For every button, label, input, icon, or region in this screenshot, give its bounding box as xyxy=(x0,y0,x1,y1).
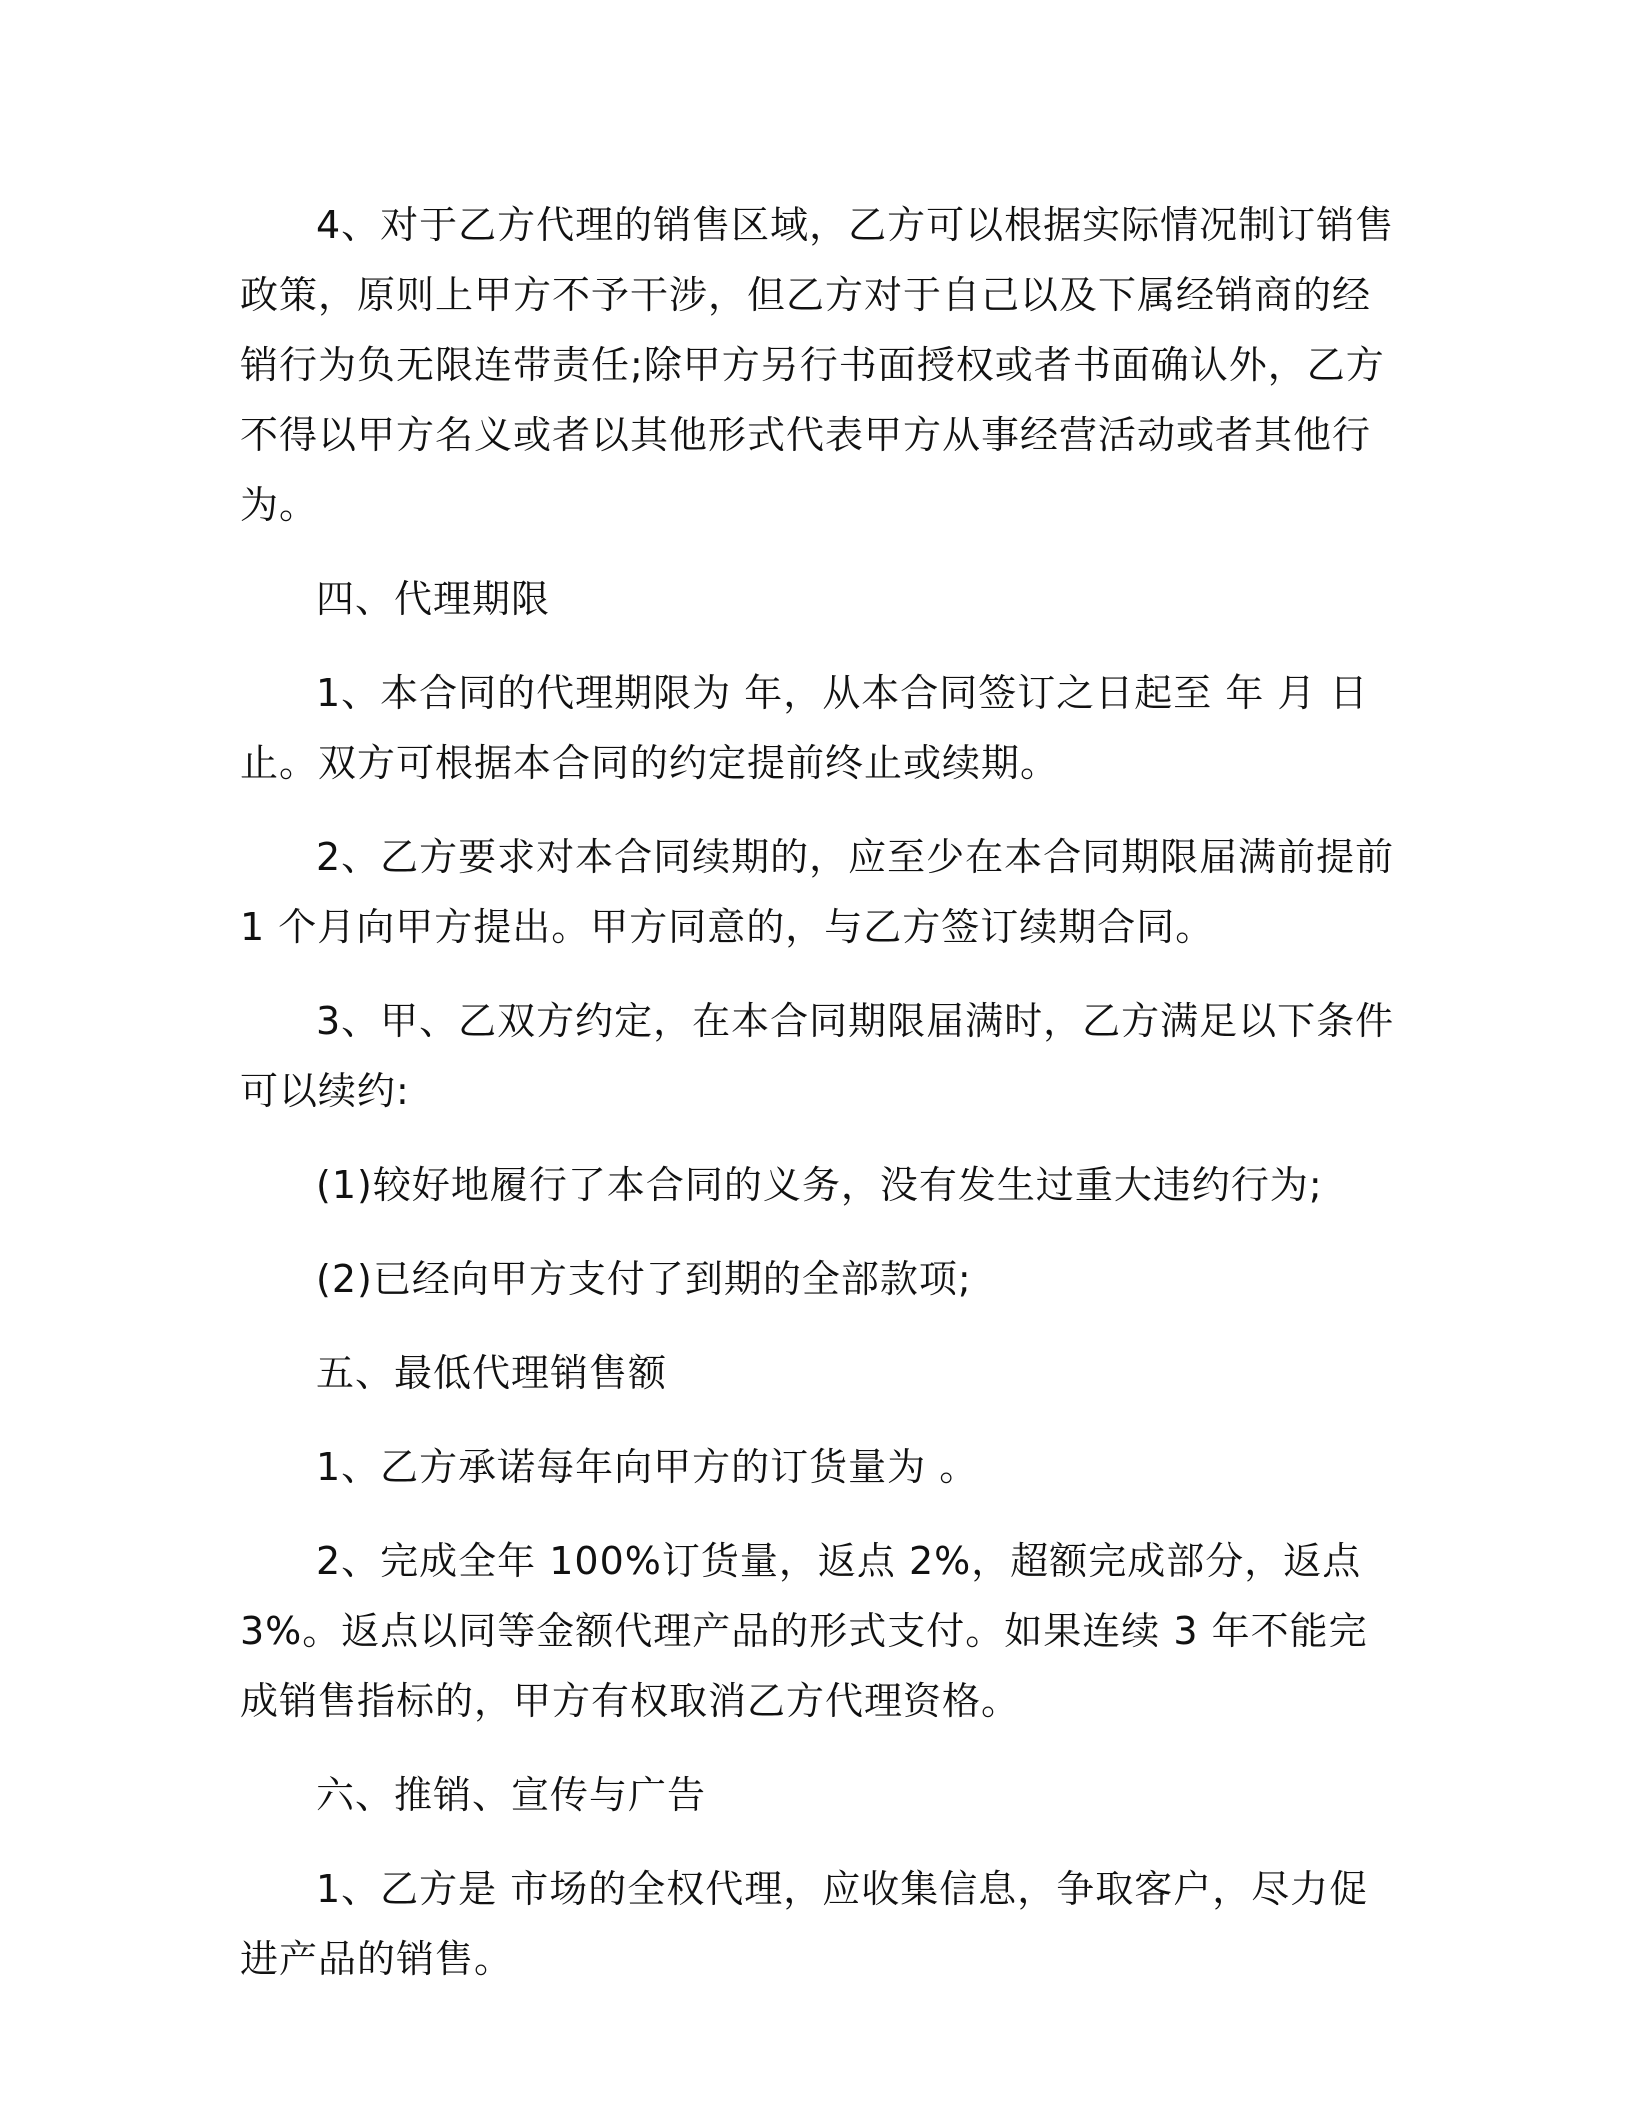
spacer xyxy=(240,1126,1400,1150)
clause-2-renewal-request: 2、乙方要求对本合同续期的，应至少在本合同期限届满前提前 1 个月向甲方提出。甲方同意的，与乙方签订续期合同。 xyxy=(240,835,1395,949)
spacer xyxy=(240,634,1400,658)
spacer xyxy=(240,798,1400,822)
section-heading-agency-term: 四、代理期限 xyxy=(316,577,551,621)
spacer xyxy=(240,1314,1400,1338)
spacer xyxy=(240,540,1400,564)
condition-1: (1)较好地履行了本合同的义务，没有发生过重大违约行为; xyxy=(316,1163,1323,1207)
clause-4-sales-policy: 4、对于乙方代理的销售区域，乙方可以根据实际情况制订销售政策，原则上甲方不予干涉，但乙方对于自己以及下属经销商的经销行为负无限连带责任;除甲方另行书面授权或者书面确认外，乙方不得以甲方名义或者以其他形式代表甲方从事经营活动或者其他行为。 xyxy=(240,203,1395,527)
spacer xyxy=(240,1830,1400,1854)
section-heading-promotion: 六、推销、宣传与广告 xyxy=(316,1773,707,1817)
spacer xyxy=(240,1220,1400,1244)
clause-2-rebate: 2、完成全年 100%订货量，返点 2%，超额完成部分，返点 3%。返点以同等金额代理产品的形式支付。如果连续 3 年不能完成销售指标的，甲方有权取消乙方代理资格。 xyxy=(240,1539,1368,1723)
clause-1-market-agent: 1、乙方是 市场的全权代理，应收集信息，争取客户，尽力促进产品的销售。 xyxy=(240,1867,1369,1981)
condition-2: (2)已经向甲方支付了到期的全部款项; xyxy=(316,1257,972,1301)
spacer xyxy=(240,1408,1400,1432)
spacer xyxy=(240,1736,1400,1760)
document-page xyxy=(240,190,1400,1994)
section-heading-minimum-sales: 五、最低代理销售额 xyxy=(316,1351,668,1395)
spacer xyxy=(240,1502,1400,1526)
clause-1-order-volume: 1、乙方承诺每年向甲方的订货量为 。 xyxy=(316,1445,979,1489)
clause-3-renewal-conditions: 3、甲、乙双方约定，在本合同期限届满时，乙方满足以下条件可以续约: xyxy=(240,999,1395,1113)
clause-1-term: 1、本合同的代理期限为 年，从本合同签订之日起至 年 月 日止。双方可根据本合同的约定提前终止或续期。 xyxy=(240,671,1369,785)
spacer xyxy=(240,962,1400,986)
